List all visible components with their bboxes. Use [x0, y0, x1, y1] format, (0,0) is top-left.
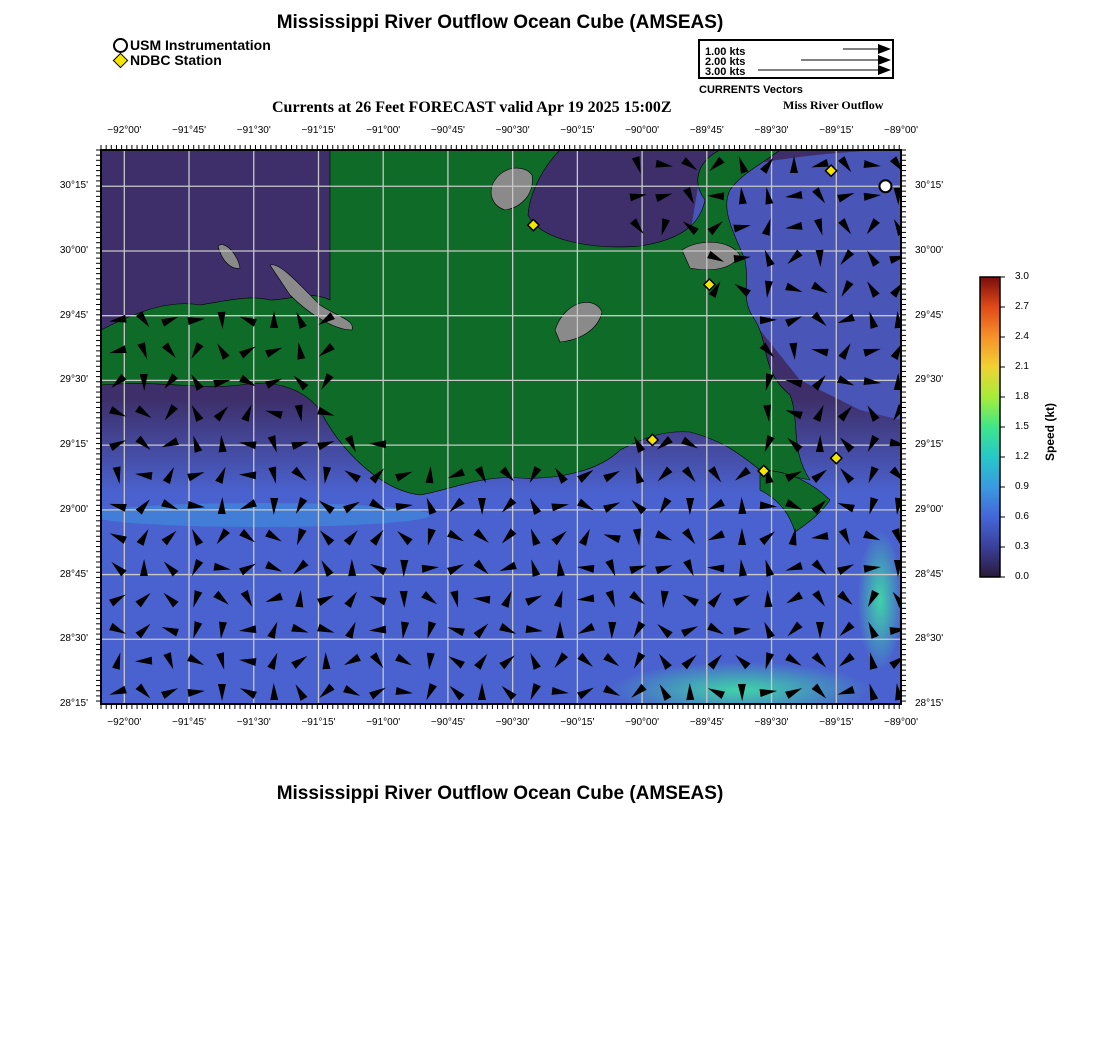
lat-tick-left-6: 28°45'	[59, 568, 88, 580]
vector-key-row-3: 3.00 kts	[705, 66, 746, 78]
colorbar-label-5: 1.5	[1015, 421, 1029, 432]
lon-tick-top-3: −91°15'	[301, 125, 336, 136]
map-subtitle: Miss River Outflow	[783, 98, 884, 112]
lon-tick-top-9: −89°45'	[689, 125, 724, 136]
lat-tick-right-7: 28°30'	[915, 633, 944, 645]
lon-tick-bottom-6: −90°30'	[495, 717, 530, 728]
lon-tick-top-8: −90°00'	[625, 125, 660, 136]
bottom-title: Mississippi River Outflow Ocean Cube (AMSEAS)	[276, 783, 724, 804]
lat-tick-right-5: 29°00'	[915, 503, 944, 515]
lat-tick-left-1: 30°00'	[59, 244, 88, 256]
lon-tick-top-0: −92°00'	[107, 125, 142, 136]
colorbar-label-3: 2.1	[1015, 361, 1029, 372]
lon-tick-top-11: −89°15'	[819, 125, 854, 136]
vector-key-caption: CURRENTS Vectors	[699, 84, 803, 96]
lon-tick-bottom-1: −91°45'	[172, 717, 207, 728]
lon-tick-bottom-8: −90°00'	[625, 717, 660, 728]
lon-tick-bottom-11: −89°15'	[819, 717, 854, 728]
lon-tick-top-12: −89°00'	[884, 125, 918, 136]
lon-tick-top-7: −90°15'	[560, 125, 595, 136]
colorbar-label-10: 0.0	[1015, 571, 1029, 582]
lat-tick-right-0: 30°15'	[915, 180, 944, 192]
lat-tick-right-4: 29°15'	[915, 439, 944, 451]
lat-tick-right-3: 29°30'	[915, 374, 944, 386]
lon-tick-top-2: −91°30'	[236, 125, 271, 136]
usm-station-marker-0	[879, 180, 891, 192]
lon-tick-bottom-2: −91°30'	[236, 717, 271, 728]
lat-tick-left-0: 30°15'	[59, 180, 88, 192]
lat-tick-left-2: 29°45'	[59, 309, 88, 321]
colorbar-label-2: 2.4	[1015, 331, 1029, 342]
lat-tick-right-1: 30°00'	[915, 244, 944, 256]
colorbar-title: Speed (kt)	[1043, 402, 1057, 461]
colorbar-label-8: 0.6	[1015, 511, 1029, 522]
lon-tick-bottom-0: −92°00'	[107, 717, 142, 728]
ndbc-legend-label: NDBC Station	[130, 52, 222, 68]
lon-tick-top-4: −91°00'	[366, 125, 401, 136]
page-title: Mississippi River Outflow Ocean Cube (AMSEAS)	[276, 12, 724, 33]
lon-tick-bottom-3: −91°15'	[301, 717, 336, 728]
lat-tick-right-8: 28°15'	[915, 698, 944, 709]
colorbar-label-4: 1.8	[1015, 391, 1029, 402]
lon-tick-top-5: −90°45'	[430, 125, 465, 136]
lat-tick-right-6: 28°45'	[915, 568, 944, 580]
colorbar-label-0: 3.0	[1015, 271, 1029, 282]
fast-current-area-east	[858, 530, 902, 670]
map-title: Currents at 26 Feet FORECAST valid Apr 19 2025 15:00Z	[272, 99, 672, 116]
lon-tick-bottom-5: −90°45'	[430, 717, 465, 728]
usm-legend-label: USM Instrumentation	[130, 37, 271, 53]
lon-tick-bottom-7: −90°15'	[560, 717, 595, 728]
lat-tick-left-3: 29°30'	[59, 374, 88, 386]
lon-tick-bottom-9: −89°45'	[689, 717, 724, 728]
vector-key-row-2: 2.00 kts	[705, 56, 746, 68]
colorbar-label-1: 2.7	[1015, 301, 1029, 312]
map-field	[90, 150, 902, 718]
lon-tick-top-1: −91°45'	[172, 125, 207, 136]
lat-tick-left-7: 28°30'	[59, 633, 88, 645]
colorbar-label-6: 1.2	[1015, 451, 1029, 462]
speed-colorbar	[978, 276, 1008, 581]
colorbar-label-7: 0.9	[1015, 481, 1029, 492]
colorbar-label-9: 0.3	[1015, 541, 1029, 552]
lon-tick-bottom-12: −89°00'	[884, 717, 918, 728]
lat-tick-left-8: 28°15'	[59, 698, 88, 709]
lat-tick-right-2: 29°45'	[915, 309, 944, 321]
vector-key-row-1: 1.00 kts	[705, 46, 746, 58]
lon-tick-bottom-4: −91°00'	[366, 717, 401, 728]
lat-tick-left-5: 29°00'	[59, 503, 88, 515]
lon-tick-top-10: −89°30'	[754, 125, 789, 136]
lon-tick-bottom-10: −89°30'	[754, 717, 789, 728]
lon-tick-top-6: −90°30'	[495, 125, 530, 136]
lat-tick-left-4: 29°15'	[59, 439, 88, 451]
